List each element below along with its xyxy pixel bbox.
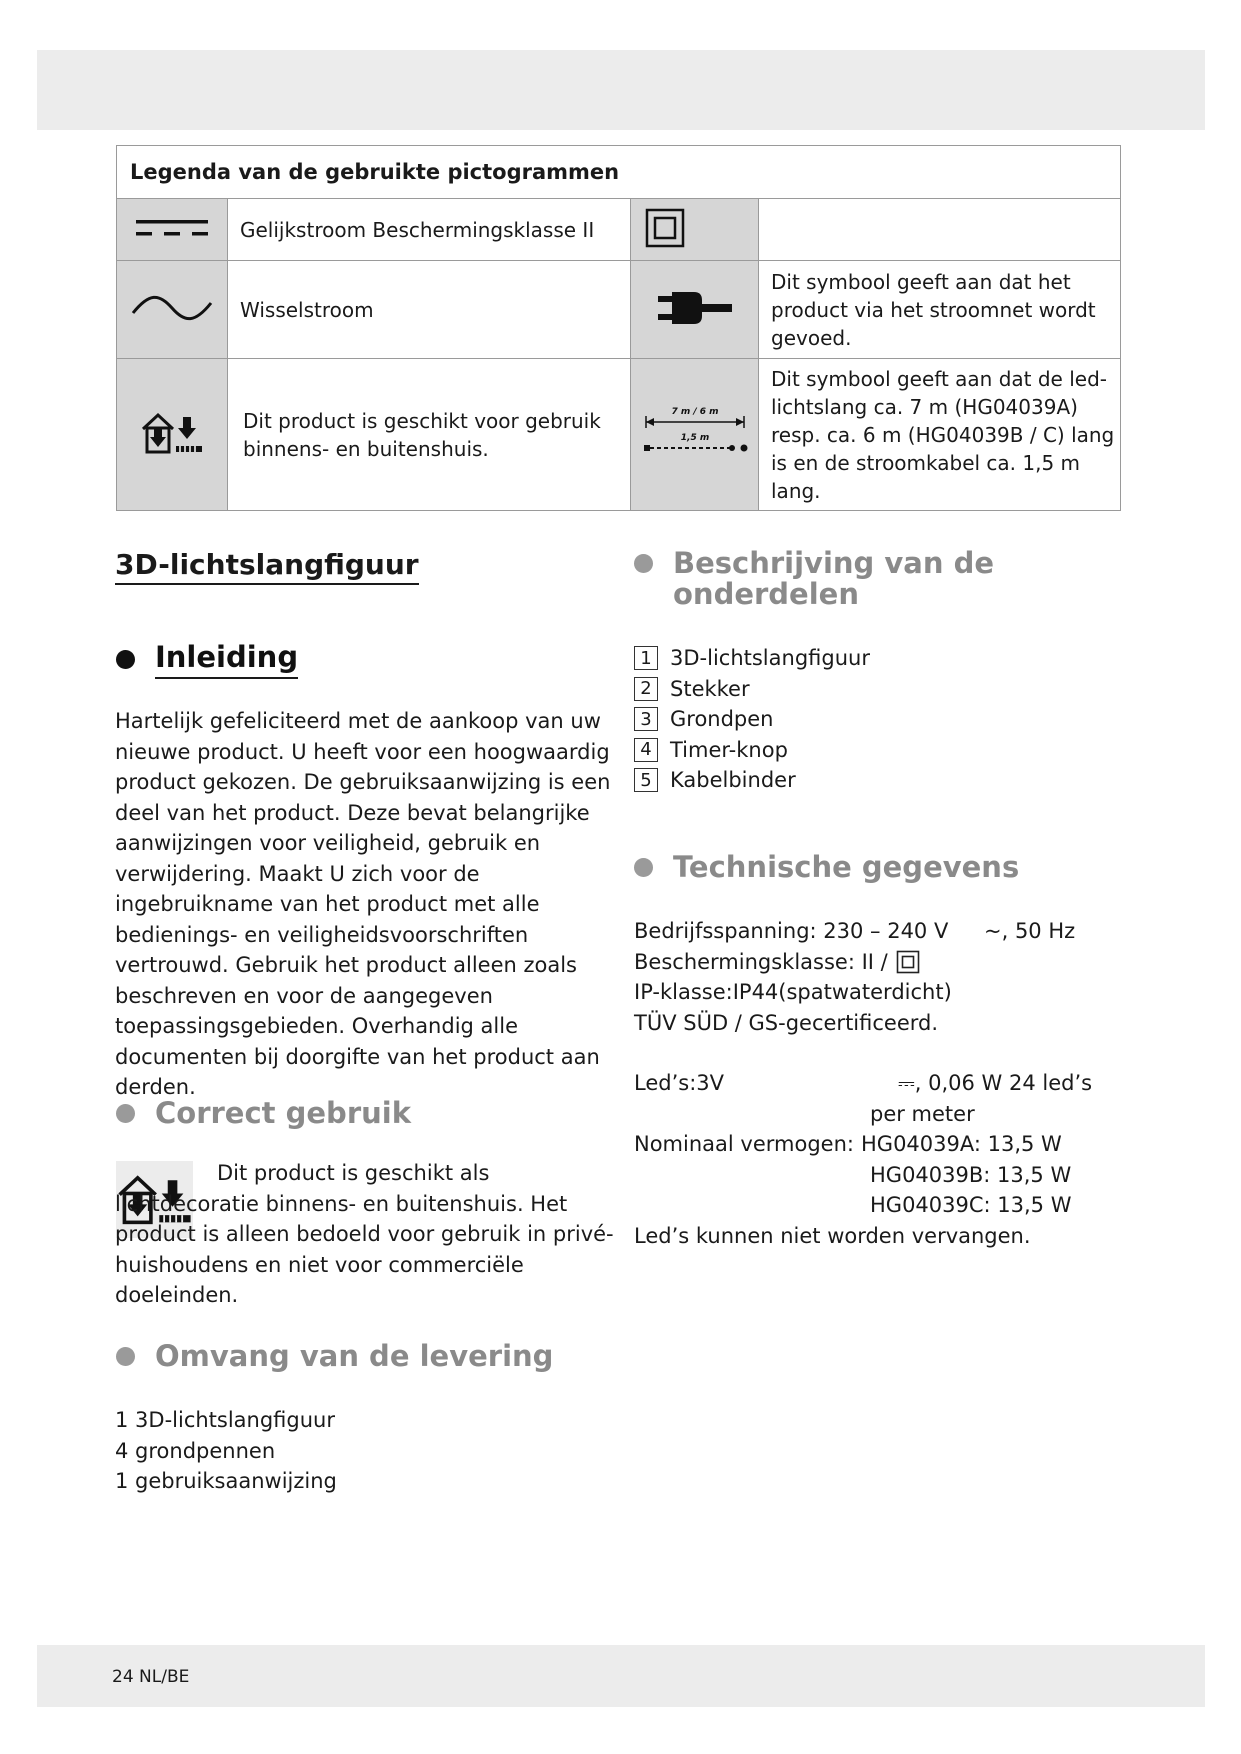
correct-use-heading bbox=[116, 1096, 411, 1130]
correct-use-text: Dit product is geschikt als lichtdecoratie binnens- en buitenshuis. Het product is alleen bedoeld voor gebruik in privé-huishoudens en niet voor commerciële doeleinden. bbox=[115, 1161, 614, 1307]
technical-block-2 bbox=[634, 1068, 1124, 1251]
legend-indoor-outdoor-text bbox=[228, 359, 631, 511]
power-label: Nominaal vermogen: bbox=[634, 1132, 854, 1156]
bullet-icon bbox=[116, 650, 135, 669]
delivery-heading-text: Omvang van de levering bbox=[155, 1339, 554, 1373]
power-value-a: HG04039A: 13,5 W bbox=[861, 1132, 1062, 1156]
part-label: Grondpen bbox=[670, 707, 774, 732]
legend-cable-text: Dit symbool geeft aan dat de led-lichtslang ca. 7 m (HG04039A) resp. ca. 6 m (HG04039B / C) lang is en de stroomkabel ca. 1,5 m lang. bbox=[759, 359, 1121, 511]
bullet-icon bbox=[634, 858, 653, 877]
list-item bbox=[634, 735, 870, 766]
delivery-item: 4 grondpennen bbox=[115, 1438, 276, 1463]
ip-class: IP-klasse:IP44(spatwaterdicht) bbox=[634, 980, 952, 1004]
intro-heading-text: Inleiding bbox=[155, 640, 298, 679]
part-number: 2 bbox=[634, 677, 658, 701]
part-label: Kabelbinder bbox=[670, 768, 796, 793]
delivery-heading bbox=[116, 1339, 553, 1373]
plug-icon bbox=[654, 287, 736, 329]
part-number: 4 bbox=[634, 738, 658, 762]
legend-ac-text: Wisselstroom bbox=[228, 261, 631, 359]
legend-table bbox=[116, 145, 1121, 511]
legend-title: Legenda van de gebruikte pictogrammen bbox=[117, 146, 1121, 199]
leds-value: ⎓, 0,06 W 24 led’s bbox=[898, 1071, 1093, 1095]
protection-class-ii-icon bbox=[896, 950, 920, 974]
legend-dc-text: Gelijkstroom Beschermingsklasse II bbox=[228, 199, 631, 261]
power-value-c: HG04039C: 13,5 W bbox=[870, 1193, 1072, 1217]
legend-indoor-outdoor-label: Dit product is geschikt voor gebruik binnens- en buitenshuis. bbox=[243, 408, 601, 461]
header-band bbox=[37, 50, 1205, 130]
technical-heading bbox=[634, 850, 1019, 884]
part-number: 3 bbox=[634, 707, 658, 731]
parts-heading bbox=[634, 548, 994, 610]
page-number: 24 NL/BE bbox=[112, 1667, 190, 1687]
bullet-icon bbox=[634, 554, 653, 573]
protection-label: Beschermingsklasse: II / bbox=[634, 949, 888, 974]
part-label: Timer-knop bbox=[670, 737, 788, 762]
main-title: 3D-lichtslangfiguur bbox=[115, 548, 419, 585]
delivery-item: 1 gebruiksaanwijzing bbox=[115, 1469, 337, 1493]
power-value-b: HG04039B: 13,5 W bbox=[870, 1162, 1072, 1187]
alternating-current-icon bbox=[129, 291, 215, 325]
parts-heading-line2: onderdelen bbox=[673, 577, 859, 611]
leds-value-2: per meter bbox=[870, 1101, 975, 1126]
cable-label-bottom: 1,5 m bbox=[680, 432, 709, 443]
technical-note: Led’s kunnen niet worden vervangen. bbox=[634, 1223, 1031, 1248]
intro-heading bbox=[116, 640, 298, 679]
bullet-icon bbox=[116, 1347, 135, 1366]
list-item bbox=[634, 674, 870, 705]
leds-label: Led’s:3V bbox=[634, 1071, 724, 1095]
parts-list bbox=[634, 643, 870, 796]
footer-band bbox=[37, 1645, 1205, 1707]
intro-text: Hartelijk gefeliciteerd met de aankoop van uw nieuwe product. U heeft voor een hoogwaardig product gekozen. De gebruiksaanwijzing is een deel van het product. Deze bevat belangrijke aanwijzingen voor veiligheid, gebruik en verwijdering. Maakt U zich voor de ingebruikname van het product met alle bedienings- en veiligheidsvoorschriften vertrouwd. Gebruik het product alleen zoals beschreven en voor de aangegeven toepassingsgebieden. Overhandig alle documenten bij doorgifte van het product aan derden. bbox=[115, 709, 611, 1099]
parts-heading-line1: Beschrijving van de bbox=[673, 546, 995, 580]
part-label: 3D-lichtslangfiguur bbox=[670, 646, 870, 671]
delivery-list bbox=[115, 1405, 337, 1497]
technical-block-1 bbox=[634, 916, 1114, 1038]
bullet-icon bbox=[116, 1104, 135, 1123]
list-item bbox=[634, 765, 870, 796]
legend-plug-text: Dit symbool geeft aan dat het product via het stroomnet wordt gevoed. bbox=[759, 261, 1121, 359]
direct-current-icon bbox=[134, 215, 210, 241]
part-label: Stekker bbox=[670, 676, 750, 701]
voltage-value: ~, 50 Hz bbox=[984, 919, 1076, 943]
part-number: 5 bbox=[634, 768, 658, 792]
legend-class-ii-text bbox=[759, 199, 1121, 261]
cable-length-icon bbox=[640, 402, 750, 464]
indoor-outdoor-icon bbox=[140, 409, 204, 457]
list-item bbox=[634, 704, 870, 735]
technical-heading-text: Technische gegevens bbox=[673, 850, 1020, 884]
voltage-label: Bedrijfsspanning: 230 – 240 V bbox=[634, 919, 949, 943]
list-item bbox=[634, 643, 870, 674]
delivery-item: 1 3D-lichtslangfiguur bbox=[115, 1408, 335, 1432]
cable-label-top: 7 m / 6 m bbox=[670, 406, 719, 417]
correct-use-heading-text: Correct gebruik bbox=[155, 1096, 411, 1130]
certification: TÜV SÜD / GS-gecertificeerd. bbox=[634, 1010, 939, 1035]
protection-class-ii-icon bbox=[645, 208, 685, 248]
part-number: 1 bbox=[634, 646, 658, 670]
